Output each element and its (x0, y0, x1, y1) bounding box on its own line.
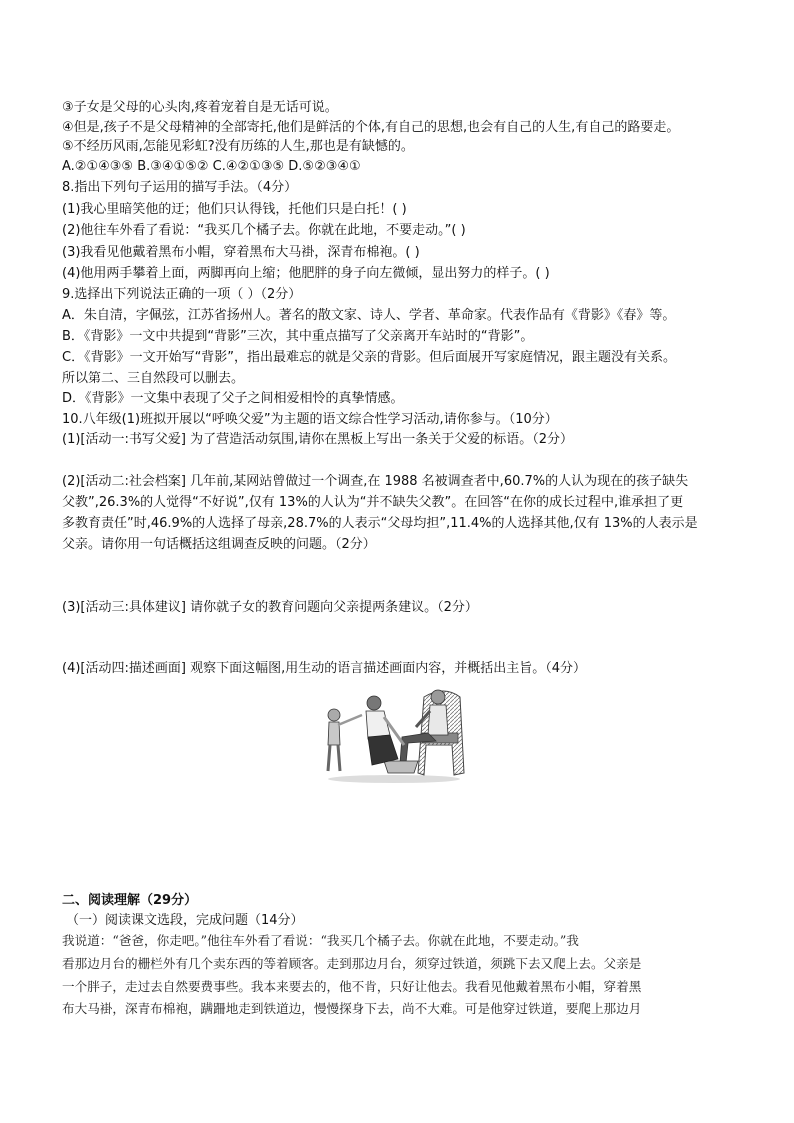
passage-line-4: 布大马褂，深青布棉袍，蹒跚地走到铁道边，慢慢探身下去，尚不大难。可是他穿过铁道，要爬上那边月 (62, 1001, 642, 1016)
question-8-item-3: (3)我看见他戴着黑布小帽，穿着黑布大马褂，深青布棉袍。( ) (62, 245, 420, 260)
question-10-activity-1: (1)[活动一:书写父爱] 为了营造活动氛围,请你在黑板上写出一条关于父爱的标语。（2分） (62, 432, 573, 447)
passage-line-1: 我说道：“爸爸，你走吧。”他往车外看了看说：“我买几个橘子去。你就在此地，不要走动。”我 (62, 933, 579, 948)
passage-line-3: 一个胖子，走过去自然要费事些。我本来要去的，他不肯，只好让他去。我看见他戴着黑布小帽，穿着黑 (62, 979, 642, 994)
question-10-activity-4: (4)[活动四:描述画面] 观察下面这幅图,用生动的语言描述画面内容，并概括出主旨。（4分） (62, 661, 586, 676)
option-sentence-4: ④但是,孩子不是父母精神的全部寄托,他们是鲜活的个体,有自己的思想,也会有自己的人生,有自己的路要走。 (62, 120, 680, 135)
option-sentence-3: ③子女是父母的心头肉,疼着宠着自是无话可说。 (62, 100, 338, 115)
question-8-item-1: (1)我心里暗笑他的迂；他们只认得钱，托他们只是白托！( ) (62, 202, 407, 217)
question-9-option-b: B．《背影》一文中共提到“背影”三次，其中重点描写了父亲离开车站时的“背影”。 (62, 329, 534, 344)
question-8-item-2: (2)他往车外看了看说：“我买几个橘子去。你就在此地，不要走动。”( ) (62, 223, 466, 238)
option-sentence-5: ⑤不经历风雨,怎能见彩虹?没有历练的人生,那也是有缺憾的。 (62, 139, 414, 154)
question-8-item-4: (4)他用两手攀着上面，两脚再向上缩；他肥胖的身子向左微倾，显出努力的样子。( ) (62, 266, 550, 281)
question-9-option-a: A．朱自清，字佩弦，江苏省扬州人。著名的散文家、诗人、学者、革命家。代表作品有《背影》《春》等。 (62, 308, 676, 323)
question-10-title: 10.八年级(1)班拟开展以“呼唤父爱”为主题的语文综合性学习活动,请你参与。（10分） (62, 412, 558, 427)
question-9-option-d: D．《背影》一文集中表现了父子之间相爱相怜的真挚情感。 (62, 391, 404, 406)
section-2-part-1-heading: （一）阅读课文选段，完成问题（14分） (66, 913, 304, 928)
question-9-option-c-line2: 所以第二、三自然段可以删去。 (62, 371, 245, 386)
passage-line-2: 看那边月台的栅栏外有几个卖东西的等着顾客。走到那边月台，须穿过铁道，须跳下去又爬上去。父亲是 (62, 956, 642, 971)
question-10-activity-2-line2: 父教”,26.3%的人觉得“不好说”,仅有 13%的人认为“并不缺失父教”。在回答“在你的成长过程中,谁承担了更 (62, 495, 684, 510)
answer-choices: A.②①④③⑤ B.③④①⑤② C.④②①③⑤ D.⑤②③④① (62, 159, 361, 174)
section-2-heading: 二、阅读理解（29分） (62, 893, 198, 908)
father-son-illustration (318, 675, 470, 785)
question-10-activity-2-line1: (2)[活动二:社会档案] 几年前,某网站曾做过一个调查,在 1988 名被调查者中,60.7%的人认为现在的孩子缺失 (62, 474, 689, 489)
question-10-activity-2-line4: 父亲。请你用一句话概括这组调查反映的问题。（2分） (62, 537, 376, 552)
question-9-title: 9.选择出下列说法正确的一项（ ）（2分） (62, 287, 302, 302)
question-10-activity-3: (3)[活动三:具体建议] 请你就子女的教育问题向父亲提两条建议。（2分） (62, 600, 478, 615)
question-9-option-c-line1: C．《背影》一文开始写“背影”，指出最难忘的就是父亲的背影。但后面展开写家庭情况，跟主题没有关系。 (62, 350, 677, 365)
question-10-activity-2-line3: 多教育责任”时,46.9%的人选择了母亲,28.7%的人表示“父母均担”,11.4%的人选择其他,仅有 13%的人表示是 (62, 516, 698, 531)
question-8-title: 8.指出下列句子运用的描写手法。（4分） (62, 180, 298, 195)
